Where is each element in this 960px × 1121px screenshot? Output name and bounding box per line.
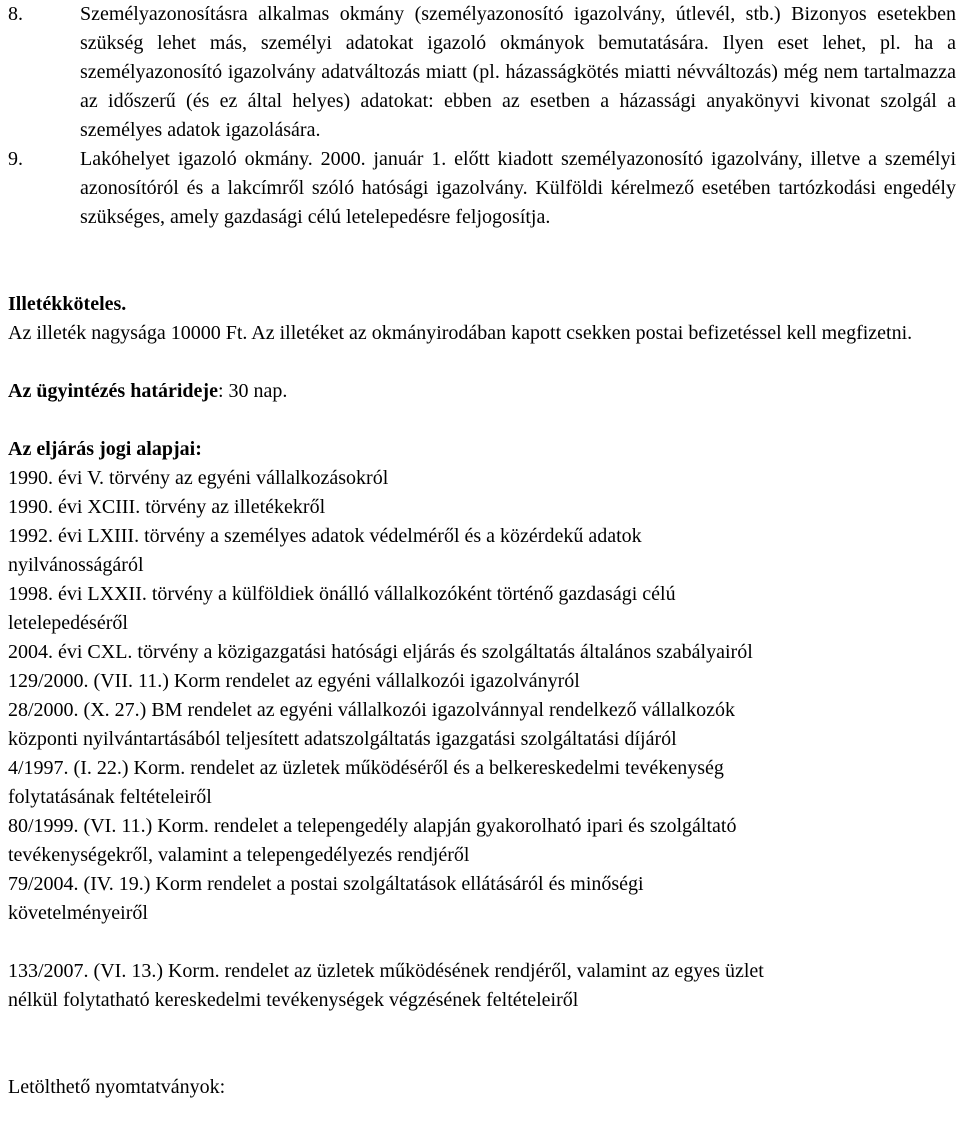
legal-line: központi nyilvántartásából teljesített adatszolgáltatás igazgatási szolgáltatási díjáról bbox=[8, 728, 677, 750]
legal-heading-text: Az eljárás jogi alapjai: bbox=[8, 438, 202, 460]
legal-line: 2004. évi CXL. törvény a közigazgatási hatósági eljárás és szolgáltatás általános szabályairól bbox=[8, 641, 753, 663]
forms-heading-text: Letölthető nyomtatványok: bbox=[8, 1076, 226, 1098]
legal-line: letelepedéséről bbox=[8, 612, 128, 634]
list-item-text: Lakóhelyet igazoló okmány. 2000. január 1. előtt kiadott személyazonosító igazolvány, illetve a személyi azonosítóról és a lakcímről szóló hatósági igazolvány. Külföldi kérelmező esetében tartózkodási engedély szükséges, amely gazdasági célú letelepedésre feljogosítja. bbox=[80, 148, 956, 228]
deadline-value: : 30 nap. bbox=[217, 380, 288, 402]
legal-list-extra bbox=[8, 957, 956, 1015]
legal-line: 80/1999. (VI. 11.) Korm. rendelet a telepengedély alapján gyakorolható ipari és szolgáltató bbox=[8, 815, 737, 837]
fee-heading: Illetékköteles. bbox=[8, 293, 127, 315]
legal-line: nélkül folytatható kereskedelmi tevékenységek végzésének feltételeiről bbox=[8, 989, 579, 1011]
legal-line: 1990. évi V. törvény az egyéni vállalkozásokról bbox=[8, 467, 389, 489]
legal-line: folytatásának feltételeiről bbox=[8, 786, 212, 808]
legal-line: 1998. évi LXXII. törvény a külföldiek önálló vállalkozóként történő gazdasági célú bbox=[8, 583, 676, 605]
legal-line: 1992. évi LXIII. törvény a személyes adatok védelméről és a közérdekű adatok bbox=[8, 525, 642, 547]
deadline-label: Az ügyintézés határideje bbox=[8, 380, 218, 402]
list-item-8 bbox=[8, 0, 956, 145]
legal-line: tevékenységekről, valamint a telepengedélyezés rendjéről bbox=[8, 844, 470, 866]
legal-list bbox=[8, 464, 956, 928]
legal-line: 1990. évi XCIII. törvény az illetékekről bbox=[8, 496, 326, 518]
fee-text: Az illeték nagysága 10000 Ft. Az illetéket az okmányirodában kapott csekken postai befizetéssel kell megfizetni. bbox=[8, 322, 913, 344]
list-item-number: 8. bbox=[8, 3, 23, 25]
legal-heading bbox=[8, 435, 956, 464]
legal-line: nyilvánosságáról bbox=[8, 554, 144, 576]
legal-line: 129/2000. (VII. 11.) Korm rendelet az egyéni vállalkozói igazolványról bbox=[8, 670, 580, 692]
legal-line: követelményeiről bbox=[8, 902, 148, 924]
fee-section bbox=[8, 290, 956, 348]
list-item-text: Személyazonosításra alkalmas okmány (személyazonosító igazolvány, útlevél, stb.) Bizonyos esetekben szükség lehet más, személyi adatokat igazoló okmányok bemutatására. Ilyen eset lehet, pl. ha a személyazonosító igazolvány adatváltozás miatt (pl. házasságkötés miatti névváltozás) még nem tartalmazza az időszerű (és ez által helyes) adatokat: ebben az esetben a házassági anyakönyvi kivonat szolgál a személyes adatok igazolására. bbox=[80, 3, 956, 141]
legal-line: 133/2007. (VI. 13.) Korm. rendelet az üzletek működésének rendjéről, valamint az egyes üzlet bbox=[8, 960, 764, 982]
deadline-section bbox=[8, 377, 956, 406]
forms-heading bbox=[8, 1073, 956, 1102]
legal-line: 28/2000. (X. 27.) BM rendelet az egyéni vállalkozói igazolvánnyal rendelkező vállalkozók bbox=[8, 699, 735, 721]
legal-line: 4/1997. (I. 22.) Korm. rendelet az üzletek működéséről és a belkereskedelmi tevékenység bbox=[8, 757, 724, 779]
list-item-number: 9. bbox=[8, 148, 23, 170]
legal-line: 79/2004. (IV. 19.) Korm rendelet a postai szolgáltatások ellátásáról és minőségi bbox=[8, 873, 644, 895]
list-item-9 bbox=[8, 145, 956, 232]
